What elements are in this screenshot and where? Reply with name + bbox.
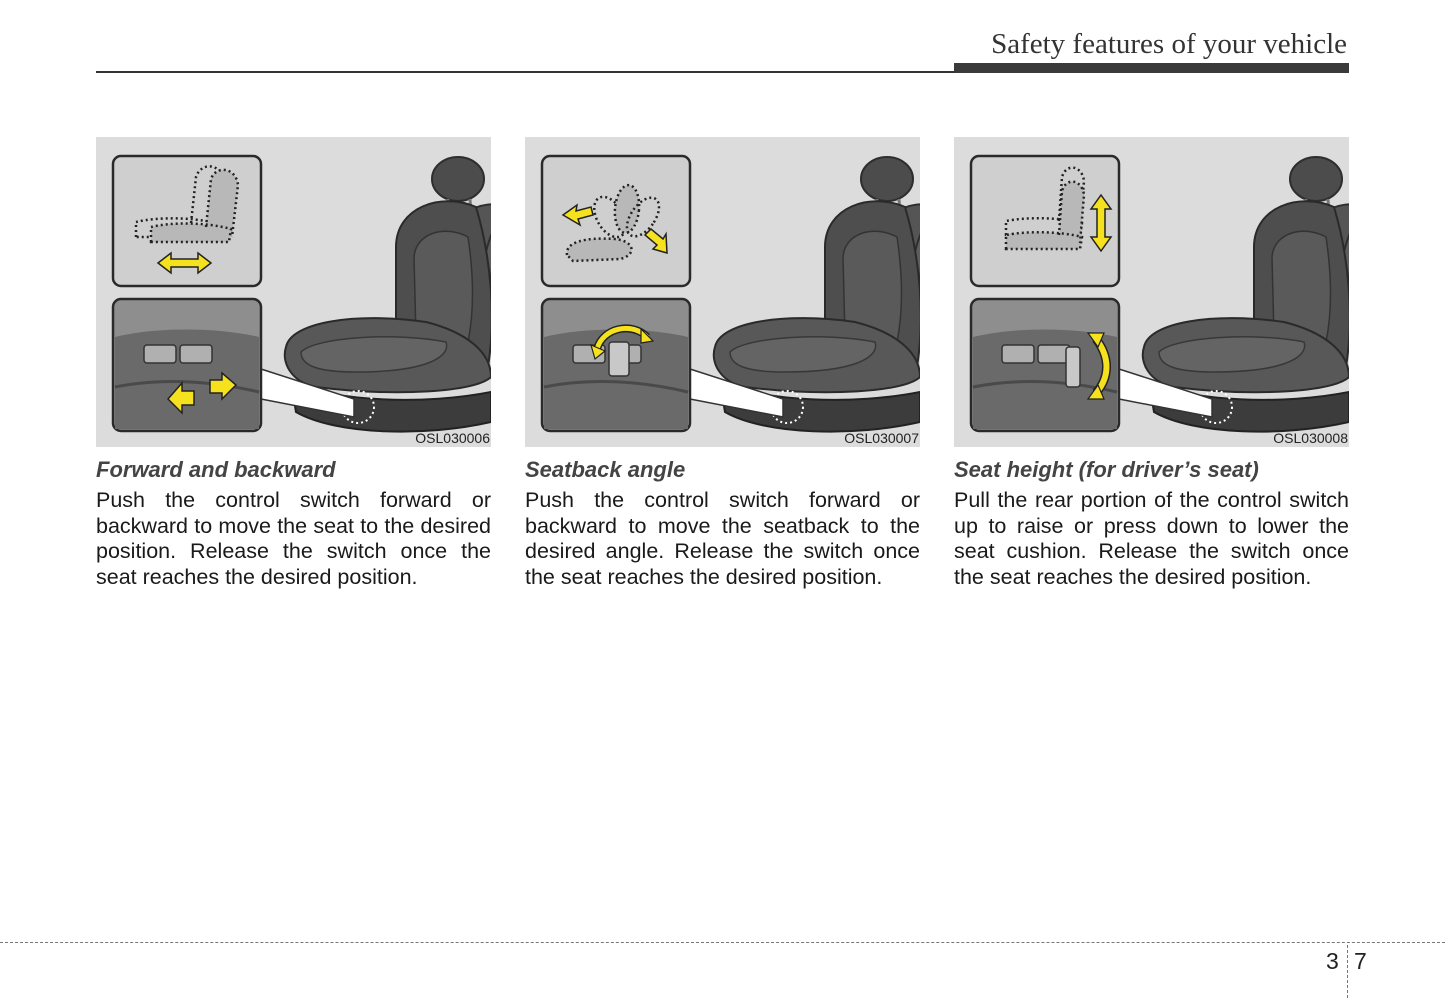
section-title: Seatback angle: [525, 457, 686, 482]
section-seat-height: [954, 137, 1349, 590]
page-number: 7: [1354, 948, 1367, 974]
section-forward-backward: [96, 137, 491, 590]
section-title: Seat height (for driver’s seat): [954, 457, 1259, 482]
footer-rule: [0, 942, 1445, 943]
page-number-divider: [1347, 945, 1348, 998]
section-seatback-angle: [525, 137, 920, 590]
chapter-number: 3: [1326, 948, 1339, 974]
section-title: Forward and backward: [96, 457, 336, 482]
seat-figure: [525, 137, 920, 447]
figure-code: OSL030006: [415, 430, 490, 446]
figure-code: OSL030008: [1273, 430, 1348, 446]
section-body: Push the control switch forward or backward to move the seat to the desired position. Release the switch once the seat reaches the desired position.: [96, 488, 491, 589]
section-body: Push the control switch forward or backward to move the seatback to the desired angle. Release the switch once the seat reaches the desired position.: [525, 488, 920, 589]
page-header-title: Safety features of your vehicle: [991, 28, 1347, 60]
header-rule-accent: [954, 63, 1349, 73]
figure-code: OSL030007: [844, 430, 919, 446]
header-rule: [96, 71, 954, 73]
seat-figure: [954, 137, 1349, 447]
seat-figure: [96, 137, 491, 447]
section-body: Pull the rear portion of the control switch up to raise or press down to lower the seat cushion. Release the switch once the seat reaches the desired position.: [954, 488, 1349, 589]
